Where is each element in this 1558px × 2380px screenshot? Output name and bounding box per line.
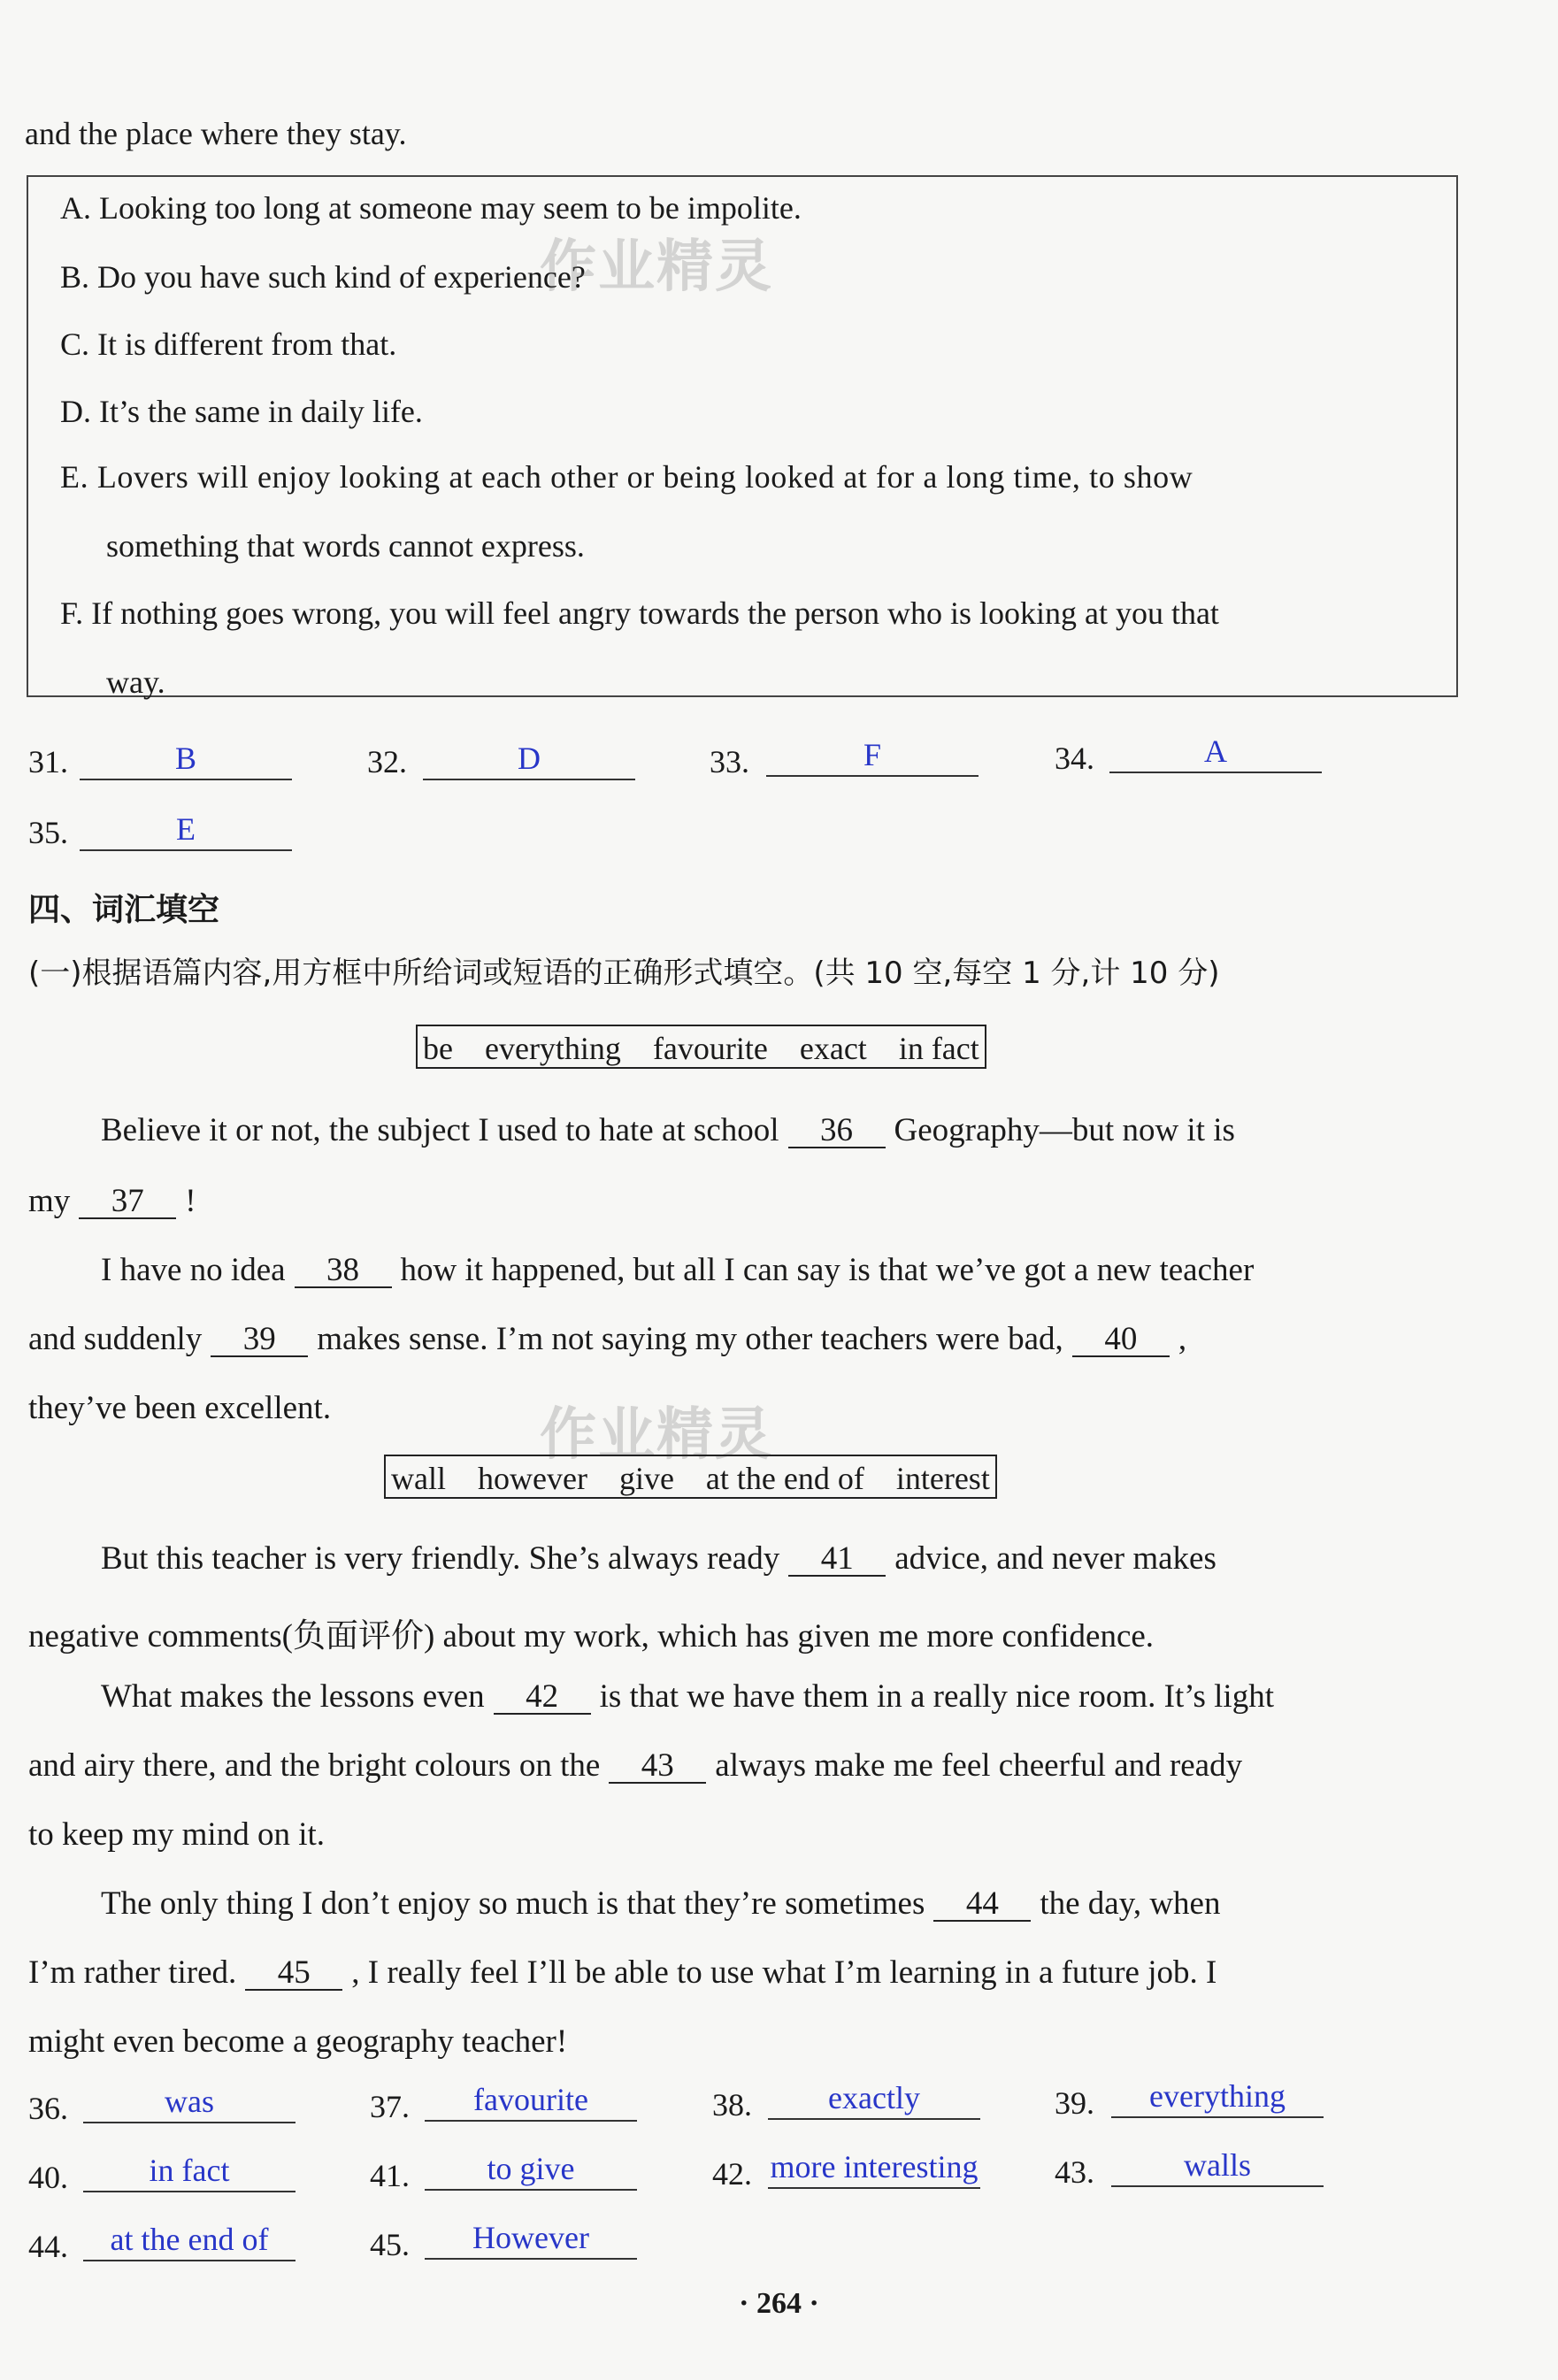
word-box-1-item: favourite [652,1031,768,1066]
option-text: D. [60,394,91,429]
q37-number: 37. [370,2089,410,2124]
instructions: (一)根据语篇内容,用方框中所给词或短语的正确形式填空。(共 10 空,每空 1 分,计 10 分) [28,956,1220,991]
option-text: It is different from that. [97,326,397,362]
option-text: A. [60,190,91,226]
option-text: Looking too long at someone may seem to be impolite. [99,190,802,226]
word-box-2-item: interest [895,1461,990,1496]
option-text: If nothing goes wrong, you will feel angry towards the person who is looking at you that [91,595,1219,631]
passage-text: ! [185,1183,196,1219]
word-box-1-item: exact [799,1031,867,1066]
option-f-cont: way. [106,664,165,700]
passage-line-4 [28,1320,1186,1358]
q42-answer: more interesting [768,2152,980,2189]
passage-text: how it happened, but all I can say is that we’ve got a new teacher [400,1252,1255,1288]
passage-line-13: might even become a geography teacher! [28,2023,568,2060]
q31-answer: B [80,743,292,780]
q43-answer: walls [1111,2150,1324,2187]
q38-answer: exactly [768,2083,980,2120]
q39-answer: everything [1111,2081,1324,2118]
passage-text: Believe it or not, the subject I used to hate at school [101,1112,779,1148]
q36-number: 36. [28,2091,68,2126]
option-b [60,258,586,296]
passage-text: advice, and never makes [894,1540,1216,1577]
option-text: Do you have such kind of experience? [97,259,586,295]
page-number: · 264 · [739,2287,819,2320]
blank-40: 40 [1072,1324,1170,1357]
q32-number: 32. [367,744,407,779]
passage-line-3 [101,1251,1254,1289]
passage-text: makes sense. I’m not saying my other teachers were bad, [317,1321,1063,1357]
passage-text: I’m rather tired. [28,1954,237,1991]
q31-number: 31. [28,744,68,779]
blank-39: 39 [211,1324,308,1357]
q34-number: 34. [1055,741,1094,776]
blank-41: 41 [788,1543,886,1577]
q45-number: 45. [370,2227,410,2262]
option-d [60,393,423,430]
passage-text: and suddenly [28,1321,203,1357]
blank-44: 44 [933,1888,1031,1922]
q43-number: 43. [1055,2154,1094,2190]
option-e [60,458,1193,495]
q40-number: 40. [28,2160,68,2195]
q42-number: 42. [712,2156,752,2192]
word-box-1-item: in fact [898,1031,979,1066]
passage-text: But this teacher is very friendly. She’s always ready [101,1540,780,1577]
passage-line-12 [28,1954,1216,1992]
q44-answer: at the end of [83,2224,295,2261]
option-c [60,326,396,363]
word-box-1 [416,1025,986,1069]
blank-45: 45 [245,1957,342,1991]
q32-answer: D [423,743,635,780]
passage-text: , [1178,1321,1187,1357]
q45-answer: However [425,2223,637,2260]
q41-number: 41. [370,2158,410,2193]
q34-answer: A [1109,736,1322,773]
passage-text: the day, when [1040,1885,1221,1922]
q35-number: 35. [28,815,68,850]
passage-line-2 [28,1182,196,1220]
q33-answer: F [766,740,979,777]
q35-answer: E [80,814,292,851]
q37-answer: favourite [425,2084,637,2122]
blank-42: 42 [494,1681,591,1715]
word-box-1-item: everything [484,1031,621,1066]
passage-text: Geography—but now it is [894,1112,1235,1148]
section-title: 四、词汇填空 [28,892,220,928]
passage-text: my [28,1183,71,1219]
q41-answer: to give [425,2154,637,2191]
q44-number: 44. [28,2229,68,2264]
word-box-2-item: however [477,1461,587,1496]
word-box-2-item: at the end of [705,1461,864,1496]
passage-text: What makes the lessons even [101,1678,485,1715]
q36-answer: was [83,2086,295,2123]
q40-answer: in fact [83,2155,295,2192]
intro-line: and the place where they stay. [25,116,407,151]
word-box-2-item: give [618,1461,674,1496]
passage-line-8 [101,1678,1274,1716]
option-text: It’s the same in daily life. [99,394,423,429]
blank-43: 43 [609,1750,706,1784]
q39-number: 39. [1055,2085,1094,2121]
passage-line-10: to keep my mind on it. [28,1816,326,1853]
passage-line-11 [101,1885,1220,1923]
watermark-top: 作业精灵 [540,234,773,300]
passage-line-7: negative comments(负面评价) about my work, which has given me more confidence. [28,1618,1155,1654]
blank-38: 38 [295,1255,392,1288]
option-text: B. [60,259,90,295]
option-text: E. [60,459,89,495]
passage-line-9 [28,1747,1242,1785]
word-box-2 [384,1455,997,1499]
passage-text: The only thing I don’t enjoy so much is that they’re sometimes [101,1885,925,1922]
passage-text: , I really feel I’ll be able to use what I’m learning in a future job. I [351,1954,1217,1991]
option-e-cont: something that words cannot express. [106,528,585,564]
blank-36: 36 [788,1115,886,1148]
passage-text: always make me feel cheerful and ready [715,1747,1243,1784]
q33-number: 33. [710,744,749,779]
passage-line-6 [101,1539,1216,1578]
q38-number: 38. [712,2087,752,2123]
passage-text: and airy there, and the bright colours on the [28,1747,601,1784]
watermark-middle: 作业精灵 [540,1402,773,1468]
passage-line-5: they’ve been excellent. [28,1390,332,1426]
passage-text: is that we have them in a really nice room. It’s light [599,1678,1274,1715]
blank-37: 37 [79,1186,176,1219]
passage-text: I have no idea [101,1252,286,1288]
word-box-2-item: wall [391,1461,446,1496]
option-text: Lovers will enjoy looking at each other or being looked at for a long time, to show [96,459,1193,495]
passage-line-1 [101,1111,1235,1149]
word-box-1-item: be [423,1031,453,1066]
option-text: F. [60,595,84,631]
option-text: C. [60,326,90,362]
option-f [60,595,1219,632]
